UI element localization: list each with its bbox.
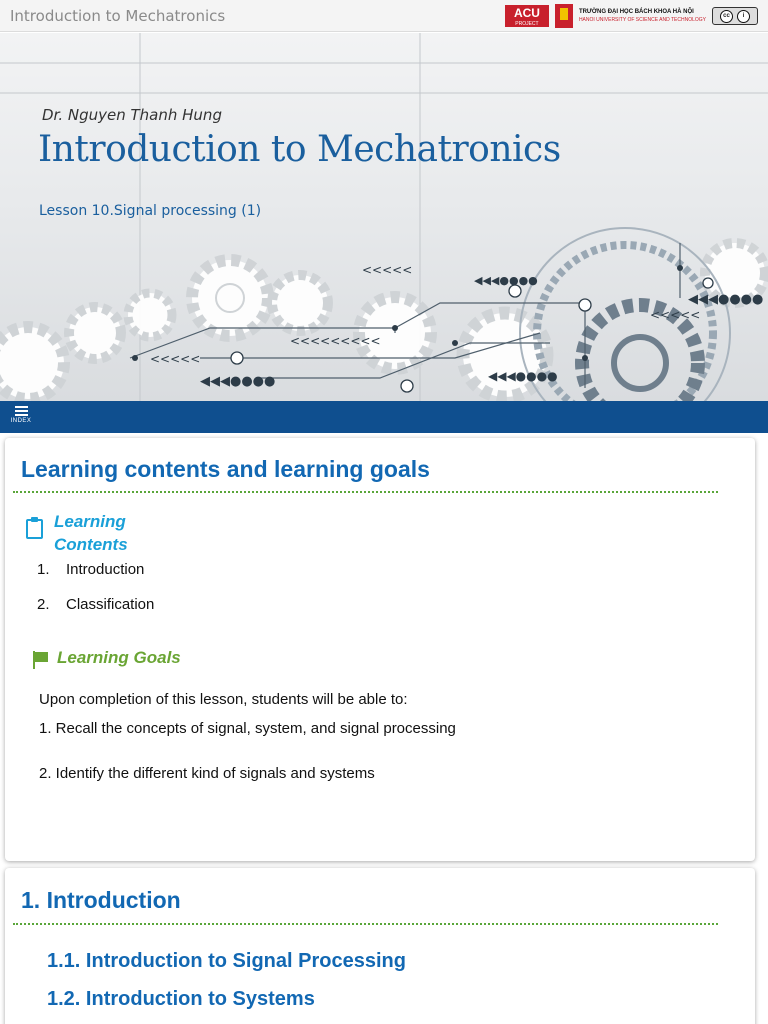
hust-logo-text: [579, 8, 706, 24]
content-list-item: [37, 596, 154, 613]
item-number: 1.: [37, 561, 50, 578]
acu-logo-subtext: PROJECT: [515, 21, 539, 27]
acu-logo-text: ACU: [513, 6, 540, 20]
cc-icon: cc: [720, 10, 733, 23]
lesson-title: Lesson 10.Signal processing (1): [39, 203, 262, 219]
hust-name-en: HANOI UNIVERSITY OF SCIENCE AND TECHNOLOGY: [578, 17, 706, 23]
svg-text:◀◀◀●●●●: ◀◀◀●●●●: [200, 374, 276, 389]
learning-contents-heading: Learning Contents: [54, 512, 128, 554]
goals-intro: Upon completion of this lesson, students will be able to:: [39, 691, 408, 708]
card-title: Learning contents and learning goals: [21, 456, 430, 482]
svg-text:◀◀◀●●●●: ◀◀◀●●●●: [474, 274, 538, 287]
svg-text:<<<<<: <<<<<: [650, 308, 701, 322]
hust-name-vn: TRƯỜNG ĐẠI HỌC BÁCH KHOA HÀ NỘI: [578, 9, 694, 15]
learning-goals-heading: Learning Goals: [57, 648, 181, 667]
svg-text:<<<<<: <<<<<: [362, 263, 413, 277]
creative-commons-badge: [712, 7, 758, 25]
svg-text:◀◀◀●●●●: ◀◀◀●●●●: [488, 369, 558, 383]
svg-text:<<<<<<<<<: <<<<<<<<<: [290, 334, 381, 348]
dotted-divider: [13, 491, 718, 493]
acu-logo: [505, 5, 549, 27]
svg-text:◀◀◀●●●●: ◀◀◀●●●●: [688, 292, 764, 307]
introduction-card: [5, 868, 755, 1024]
subsection-link[interactable]: 1.1. Introduction to Signal Processing: [47, 950, 406, 972]
course-title: Introduction to Mechatronics: [38, 129, 561, 170]
author-name: Dr. Nguyen Thanh Hung: [42, 106, 222, 124]
dotted-divider: [13, 923, 718, 925]
section-title: 1. Introduction: [21, 887, 181, 913]
index-label: INDEX: [10, 418, 32, 424]
item-text: Introduction: [66, 561, 145, 578]
index-button[interactable]: [6, 404, 36, 431]
course-banner: [0, 33, 768, 401]
hamburger-menu-icon: [15, 406, 28, 416]
goal-item: 2. Identify the different kind of signals and systems: [39, 765, 375, 782]
goal-item: 1. Recall the concepts of signal, system, and signal processing: [39, 720, 456, 737]
hust-emblem-icon: [555, 4, 573, 28]
app-title: Introduction to Mechatronics: [10, 7, 226, 25]
subsection-link[interactable]: 1.2. Introduction to Systems: [47, 988, 315, 1010]
clipboard-icon: [26, 519, 43, 539]
title-bar: [0, 0, 768, 32]
item-number: 2.: [37, 596, 50, 613]
flag-icon: [33, 651, 49, 669]
learning-contents-card: [5, 438, 755, 861]
svg-text:<<<<<: <<<<<: [150, 352, 201, 366]
content-list-item: [37, 561, 144, 578]
partner-logos: [505, 4, 758, 28]
by-icon: i: [737, 10, 750, 23]
item-text: Classification: [66, 596, 155, 613]
navigation-bar: [0, 401, 768, 433]
